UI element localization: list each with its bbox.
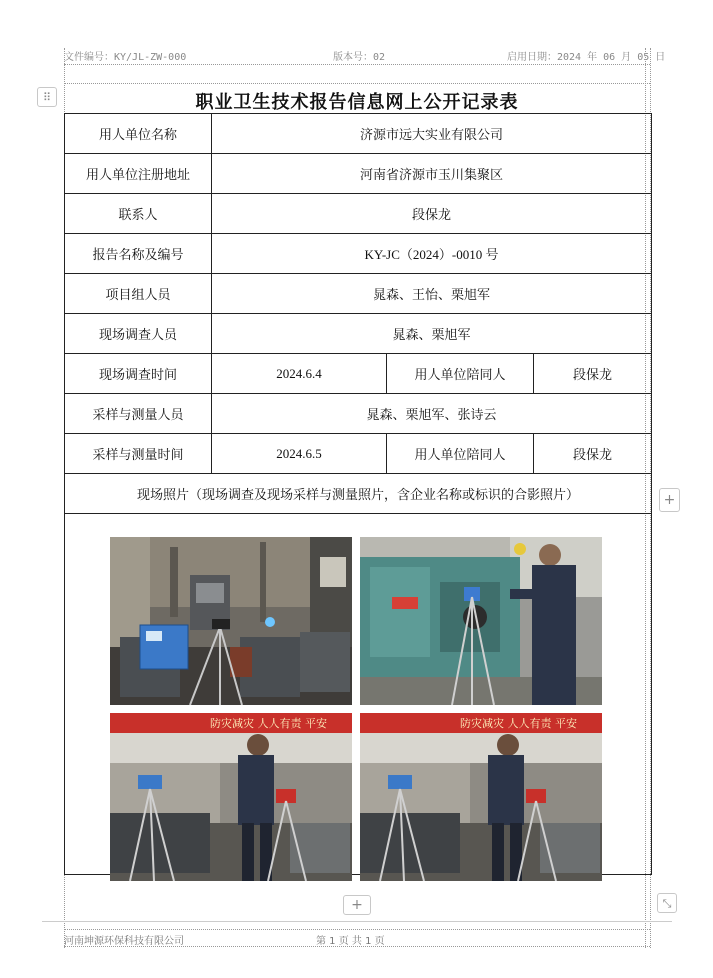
survey-staff-value[interactable]: 晁森、栗旭军 — [212, 314, 652, 354]
sampling-staff-value[interactable]: 晁森、栗旭军、张诗云 — [212, 394, 652, 434]
sampling-staff-label: 采样与测量人员 — [65, 394, 212, 434]
site-photo-3 — [110, 713, 352, 881]
team-label: 项目组人员 — [65, 274, 212, 314]
header-rule-2 — [64, 83, 650, 84]
footer-page-number: 第 1 页 共 1 页 — [316, 936, 385, 947]
doc-number: 文件编号：KY/JL-ZW-000 — [64, 52, 187, 63]
version-number: 版本号：02 — [333, 52, 386, 63]
site-photo-2 — [360, 537, 602, 705]
photos-label: 现场照片（现场调查及现场采样与测量照片，含企业名称或标识的合影照片） — [65, 474, 652, 514]
footer-rule — [64, 929, 650, 930]
sampling-escort-value[interactable]: 段保龙 — [534, 434, 652, 474]
sampling-time-value[interactable]: 2024.6.5 — [212, 434, 387, 474]
survey-escort-value[interactable]: 段保龙 — [534, 354, 652, 394]
add-row-button[interactable]: + — [343, 895, 371, 915]
table-row — [65, 194, 652, 234]
table-row — [65, 314, 652, 354]
contact-value[interactable]: 段保龙 — [212, 194, 652, 234]
site-photo-1 — [110, 537, 352, 705]
effective-date: 启用日期：2024 年 06 月 05 日 — [507, 52, 666, 63]
table-row — [65, 394, 652, 434]
banner-text: 防灾减灾 人人有责 平安 — [210, 717, 327, 730]
table-row — [65, 354, 652, 394]
page-bottom-rule — [42, 921, 672, 922]
survey-time-value[interactable]: 2024.6.4 — [212, 354, 387, 394]
table-row — [65, 434, 652, 474]
sampling-escort-label: 用人单位陪同人 — [387, 434, 534, 474]
table-row — [65, 154, 652, 194]
page-title: 职业卫生技术报告信息网上公开记录表 — [195, 92, 519, 113]
address-value[interactable]: 河南省济源市玉川集聚区 — [212, 154, 652, 194]
table-row — [65, 114, 652, 154]
team-value[interactable]: 晁森、王怡、栗旭军 — [212, 274, 652, 314]
employer-label: 用人单位名称 — [65, 114, 212, 154]
site-photos — [110, 537, 602, 883]
header-rule — [64, 64, 650, 65]
report-label: 报告名称及编号 — [65, 234, 212, 274]
survey-staff-label: 现场调查人员 — [65, 314, 212, 354]
contact-label: 联系人 — [65, 194, 212, 234]
table-move-handle-icon[interactable]: ⠿ — [37, 87, 57, 107]
resize-table-icon[interactable]: ⤡ — [657, 893, 677, 913]
sampling-time-label: 采样与测量时间 — [65, 434, 212, 474]
add-column-button[interactable]: + — [659, 488, 680, 512]
table-row — [65, 234, 652, 274]
address-label: 用人单位注册地址 — [65, 154, 212, 194]
table-row — [65, 474, 652, 514]
survey-escort-label: 用人单位陪同人 — [387, 354, 534, 394]
banner-text: 防灾减灾 人人有责 平安 — [460, 717, 577, 730]
employer-value[interactable]: 济源市远大实业有限公司 — [212, 114, 652, 154]
report-value[interactable]: KY-JC（2024）-0010 号 — [212, 234, 652, 274]
table-row — [65, 274, 652, 314]
site-photo-4 — [360, 713, 602, 881]
footer-company: 河南坤源环保科技有限公司 — [64, 936, 184, 947]
survey-time-label: 现场调查时间 — [65, 354, 212, 394]
